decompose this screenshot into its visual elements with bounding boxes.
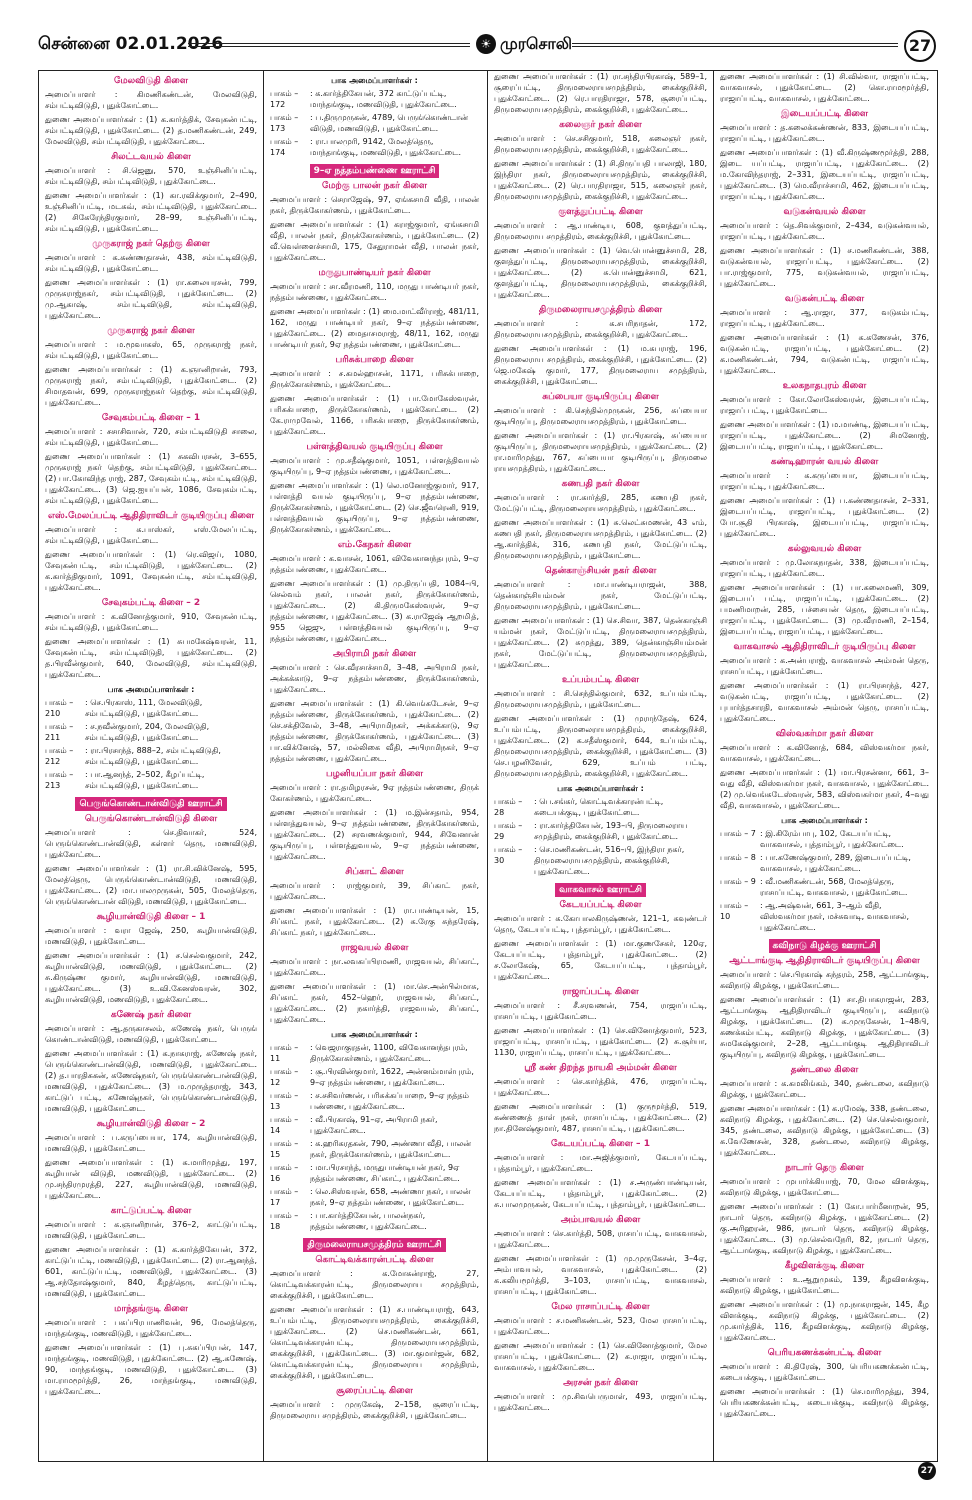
ward-number: பாகம் – 13 — [270, 1091, 299, 1111]
organiser-entry: அமைப்பாளர் : செ.வீரசாச்சாமி, 3–48, அபிராமி நகர், அக்கக்காடு, 9–ஏ நத்தம்பண்ணை, திருக்கோகர்ணம், புதுக்கோட்டை. — [270, 663, 479, 694]
branch-heading: ராஜவயல் கிளை — [340, 943, 409, 953]
ward-entry — [270, 136, 479, 158]
organiser-entry: அமைப்பாளர் : ஆ.தருகாசலம், கணேஷ் நகர், பெருங் கொண்டான்விடுதி, மணவிடுதி, புதுக்கோட்டை. — [45, 1024, 257, 1044]
branch-heading: கணபதி நகர் கிளை — [561, 479, 640, 489]
ward-entry — [270, 112, 479, 134]
ward-number: பாகம் – 29 — [494, 821, 523, 841]
column-2 — [263, 71, 485, 1461]
ward-organisers-heading: பாக அமைப்பாளர்கள் : — [331, 76, 418, 85]
organiser-entry: துணை அமைப்பாளர்கள் : (1) ப.கண்ணதாசன், 2–331, இடையப்பட்டி, ராஜாப்பட்டி, புதுக்கோட்டை. (2) போ.சூதி பிரகாஷ், இடையப்பட்டி, ராஜாப்பட்டி, புதுக்கோட்டை. — [720, 496, 929, 538]
branch-heading: சேவுகம்பட்டி கிளை – 2 — [101, 598, 201, 608]
branch-heading: அபிராமி நகர் கிளை — [333, 649, 416, 659]
organiser-entry: துணை அமைப்பாளர்கள் : (1) செ.சிவா, 387, தென்காஞ்சி யம்மன் நகர், மேட்டுப்பட்டி, திருமலைராயசமுத்திரம், புதுக்கோட்டை. (2) சுமுத்து, 389, தென்காஞ்சியம்மன் நகர், மேட்டுப்பட்டி, திருமலைராயசமுத்திரம், புதுக்கோட்டை. — [494, 616, 707, 669]
ward-organiser: : ப.திருமுருகன், 4789, பெருங்கொண்டான் விடுதி, மணவிடுதி, புதுக்கோட்டை. — [310, 113, 469, 133]
organiser-entry: அமைப்பாளர் : மா.அஜித்குமார், கேடயப்பட்டி, புத்தாம்பூர், புதுக்கோட்டை. — [494, 1153, 707, 1173]
branch-heading: மருதுபாண்டியர் நகர் கிளை — [318, 268, 431, 278]
organiser-entry: அமைப்பாளர் : க.அன்பராஜ், வாகவாசல் அம்மன் தெரு, ராசாப்பட்டி, புதுக்கோட்டை. — [720, 656, 929, 676]
organiser-entry: துணை அமைப்பாளர்கள் : (1) முராந்தேஷ், 624, உப்பம்பட்டி, திருமலைராயசமுத்திரம், கைக்குறிச்சி, புதுக்கோட்டை. (2) க.சதீஸ்குமார், 644, உப்பம்பட்டி, திருமலைராயசமுத்திரம், கைக்குறிச்சி, புதுக்கோட்டை. (3) செ.பழனிவேள், 629, உப்பம் பட்டி, திருமலைராயசமுத்திரம், கைக்குறிச்சி, புதுக்கோட்டை. — [494, 714, 707, 778]
branch-heading: உப்பம்பட்டி கிளை — [562, 675, 639, 685]
panchayat-banner: வாகவாசல் ஊராட்சி — [555, 883, 646, 897]
branch-heading: சிலட்டவயல் கிளை — [111, 152, 191, 162]
branch-heading: சூரைப்பட்டி கிளை — [336, 1386, 413, 1396]
branch-heading: கல்லுவயல் கிளை — [787, 544, 862, 554]
branch-heading: தென்காஞ்சியன் நகர் கிளை — [544, 566, 657, 576]
ward-organiser: : இ.கிரேம்பாபு, 102, கேடயப்பட்டி, வாகவாசல், புத்தாம்பூர், புதுக்கோட்டை. — [760, 829, 904, 849]
organiser-entry: அமைப்பாளர் : சி.ஜெனு, 570, உஞ்சினிப்பட்டி, சம்பட்டிவிடுதி, சம்பட்டிவிடுதி, புதுக்கோட்டை. — [45, 166, 257, 186]
organiser-entry: அமைப்பாளர் : கிமணிகண்டன், மேலவிடுதி, சம்பட்டிவிடுதி, புதுக்கோட்டை. — [45, 90, 257, 110]
column-4 — [713, 71, 935, 1461]
organiser-entry: அமைப்பாளர் : க.கோபாலகிருஷ்ணன், 121–1, கவுண்டர் தெரு, கேடயப்பட்டி, புத்தாம்பூர், புதுக்கோட்டை. — [494, 914, 707, 934]
organiser-entry: துணை அமைப்பாளர்கள் : (1) கோ.பார்மீனாறன், 95, நாடார் தெரு, கவிநாடு கிழக்கு, புதுக்கோட்டை. (2) கு.அரிஹரன், 986, நாடார் தெரு, கவிநாடு கிழக்கு, புதுக்கோட்டை. (3) மு.செல்வநேரி, 82, நாடார் தெரு, ஆட்டாங்குடி, கவிநாடு கிழக்கு, புதுக்கோட்டை. — [720, 1202, 929, 1255]
organiser-entry: துணை அமைப்பாளர்கள் : (1) சுபமகேஷ்வரன், 11, சேவுகன்பட்டி, சம்பட்டிவிடுதி, புதுக்கோட்டை. (2) த.பிரவீன்குமார், 640, மேலவிடுதி, சம்பட்டிவிடுதி, புதுக்கோட்டை. — [45, 637, 257, 679]
organiser-entry: அமைப்பாளர் : உ.ஆறுமுகம், 139, கீழவிளக்குடி, கவிநாடு கிழக்கு, புதுக்கோட்டை. — [720, 1275, 929, 1295]
organiser-entry: அமைப்பாளர் : ரா.தமிழரசன், 9ஏ நத்தம்பண்ணை, திருக் கோகர்ணம், புதுக்கோட்டை. — [270, 783, 479, 803]
ward-entry — [494, 844, 707, 877]
column-1 — [39, 71, 263, 1461]
organiser-entry: அமைப்பாளர் : சசாசிவான், 720, சம்பட்டிவிடுதி சாலை, சம்பட்டிவிடுதி, புதுக்கோட்டை. — [45, 427, 257, 447]
organiser-entry: அமைப்பாளர் : க.சபரிநாதன், 172, திருமலைராயசமுத்திரம், கைக்குறிச்சி, புதுக்கோட்டை. — [494, 319, 707, 339]
page-number-badge: 27 — [904, 30, 936, 62]
organiser-entry: துணை அமைப்பாளர்கள் : (1) க.கார்த்திக், சேவுகன்பட்டி, சம்பட்டிவிடுதி, புதுக்கோட்டை. (2) த.மணிகண்டன், 249, மேலவிடுதி, சம்பட்டிவிடுதி, புதுக்கோட்டை. — [45, 115, 257, 146]
branch-heading: மாந்தங்குடி கிளை — [114, 1304, 188, 1314]
organiser-entry: துணை அமைப்பாளர்கள் : (1) ச.பாண்டியராஜ், 643, உப்பம்பட்டி, திருமலைராயசமுத்திரம், கைக்குறிச்சி, புதுக்கோட்டை. (2) செ.மணிகண்டன், 661, கொட்டிவக்காரன்பட்டி, திருமலைராயசமுத்திரம், கைக்குறிச்சி, புதுக்கோட்டை. (3) மா.குமார்ஜன், 682, கொட்டிவக்காரன்பட்டி, திருமலைராய சமுத்திரம், கைக்குறிச்சி, புதுக்கோட்டை. — [270, 1305, 479, 1380]
ward-entry — [270, 1210, 479, 1232]
ward-organiser: : ஆ.அஷ்வன், 661, 3–ஆம் வீதி, விஸ்வகர்மா நகர், மச்சுவாடி, வாகவாசல், புதுக்கோட்டை. — [760, 901, 910, 932]
branch-heading: முருகராஜ் நகர் கிளை — [107, 326, 195, 336]
organiser-entry: துணை அமைப்பாளர்கள் : (1) பா.கலைமணி, 309, இடையப் பட்டி, ராஜாப்பட்டி, புதுக்கோட்டை. (2) பமணிமாறன், 285, பச்சையன் தெரு, இடையப்பட்டி, ராஜாப்பட்டி, புதுக்கோட்டை. (3) மு.வீரமணி, 2–154, இடையப்பட்டி, ராஜாப்பட்டி, புதுக்கோட்டை. — [720, 583, 929, 636]
branch-heading: உலகநாதபுரம் கிளை — [782, 381, 867, 391]
ward-entry — [270, 1114, 479, 1136]
organiser-entry: துணை அமைப்பாளர்கள் : (1) மா.பிரசன்னா, 661, 3–வது வீதி, விஸ்வகர்மா நகர், வாகவாசல், புதுக்கோட்டை. (2) மு.வெங்கடேஸ்வரன், 583, விஸ்வகர்மா நகர், 4–வது வீதி, வாகவாசல், புதுக்கோட்டை. — [720, 768, 929, 810]
ward-organisers-heading: பாக அமைப்பாளர்கள் : — [331, 1030, 418, 1039]
branch-heading: மேல ராசாப்பட்டி கிளை — [551, 1302, 650, 1312]
organiser-entry: துணை அமைப்பாளர்கள் : (1) க.நாகராஜ், கணேஷ் நகர், பெருங்கொண்டான்விடுதி, மணவிடுதி, புதுக்கோட்டை. (2) த.பாரதிசுகன், கணேஷ்நகர், பெருங்கொண்டான்விடுதி, மணவிடுதி, புதுக்கோட்டை. (3) ம.முருத்தராஜ், 343, காட்டுப் பட்டி, கணேஷ்நகர், பெருங்கொண்டான்விடுதி, மணவிடுதி, புதுக்கோட்டை. — [45, 1049, 257, 1113]
ward-number: பாகம் – 8 — [720, 853, 756, 862]
branch-heading: சுப்பையா குடியிருப்பு கிளை — [542, 392, 659, 402]
organiser-entry: துணை அமைப்பாளர்கள் : (1) செ.வினோத்குமார், 523, ராஜாப்பட்டி, ராசாப்பட்டி, புதுக்கோட்டை. (2) சு.சூர்யா, 1130, ராஜாப்பட்டி, ராசாப்பட்டி, புதுக்கோட்டை. — [494, 1026, 707, 1057]
ward-number: பாகம் – 12 — [270, 1067, 299, 1087]
branch-heading: கீழவிளக்குடி கிளை — [784, 1261, 865, 1271]
ward-organiser: : ரா.கார்த்திகேயன், 193–பி, திருமலைராய சமுத்திரம், கைக்குறிச்சி, புதுக்கோட்டை. — [534, 821, 688, 841]
organiser-entry: துணை அமைப்பாளர்கள் : (1) க.ஞானிறான், 793, முருகராஜ் நகர், சம்பட்டிவிடுதி, புதுக்கோட்டை. (2) சிமாதவன், 699, முருகராஜ்நகர் தெற்கு, சம்பட்டிவிடுதி, புதுக்கோட்டை. — [45, 365, 257, 407]
organiser-entry: அமைப்பாளர் : பகப்பிரபாணிவன், 96, மேலத்தெரு, மாந்தங்குடி, மணவிடுதி, புதுக்கோட்டை. — [45, 1318, 257, 1338]
organiser-entry: துணை அமைப்பாளர்கள் : (1) கி.வெங்கடேசன், 9–ஏ நத்தம்பண்ணை, திருக்கோகர்ணம், புதுக்கோட்டை. (2) செ.சக்திவேல், 3–48, அபிராமிநகர், அக்கக்காடு, 9ஏ நத்தம்பண்ணை, திருக்கோகர்ணம், புதுக்கோட்டை. (3) பா.விக்னேஷ், 57, மல்லிகை வீதி, அபிராமிநகர், 9–ஏ நத்தம்பண்ணை, புதுக்கோட்டை. — [270, 699, 479, 763]
ward-number: பாகம் – 28 — [494, 797, 523, 817]
ward-number: பாகம் – 211 — [45, 722, 74, 742]
branch-heading: சேவுகம்பட்டி கிளை – 1 — [101, 413, 201, 423]
organiser-entry: அமைப்பாளர் : முபார்க்கியாஜ், 70, மேல விளக்குடி, கவிநாடு கிழக்கு, புதுக்கோட்டை. — [720, 1177, 929, 1197]
organiser-entry: துணை அமைப்பாளர்கள் : (1) ரா.சந்திரபிரகாஷ், 589–1, சூரைப்பட்டி, திருமலைராயசமுத்திரம், கைக்குறிச்சி, புதுக்கோட்டை. (2) ரெ.பாரதிராஜா, 578, சூரைப்பட்டி, திருமலைராயசமுத்திரம், கைக்குறிச்சி, புதுக்கோட்டை. — [494, 72, 707, 114]
ward-organiser: : ரா.பாலமுரி, 9142, மேலத்தெரு, மாந்தாங்குடி, மணவிடுதி, புதுக்கோட்டை. — [310, 137, 461, 157]
organiser-entry: அமைப்பாளர் : சி.செந்தில்குமார், 632, உப்பம்பட்டி, திருமலைராயசமுத்திரம், புதுக்கோட்டை. — [494, 689, 707, 709]
ward-organiser: : செ.மணிகண்டன், 516–பி, இந்திரா நகர், திருமலைராயசமுத்திரம், கைக்குறிச்சி, புதுக்கோட்டை. — [534, 845, 685, 876]
footer-page-number: 27 — [918, 1462, 936, 1480]
branch-heading: கணேஷ் நகர் கிளை — [110, 1010, 192, 1020]
ward-entry — [45, 721, 257, 743]
organiser-entry: துணை அமைப்பாளர்கள் : (1) சி.திருப்பதி பாலாஜி, 180, இந்திரா நகர், திருமலைராயசமுத்திரம், கைக்குறிச்சி, புதுக்கோட்டை. (2) ரெ.பாரதிராஜா, 515, கலைஞர் நகர், திருமலைராயசமுத்திரம், கைக்குறிச்சி, புதுக்கோட்டை. — [494, 159, 707, 201]
ward-number: பாகம் – 9 — [720, 877, 756, 886]
branch-heading: ஸ்ரீ கண் திறந்த நாயகி அம்மன் கிளை — [524, 1063, 677, 1073]
ward-entry — [270, 1066, 479, 1088]
branch-heading: கூழியான்விடுதி கிளை – 1 — [96, 912, 206, 922]
organiser-entry: அமைப்பாளர் : முருகேஷ், 2–158, சூரைப்பட்டி, திருமலைராய சமுத்திரம், கைக்குறிச்சி, புதுக்கோட்டை. — [270, 1400, 479, 1420]
branch-heading: நாடார் தெரு கிளை — [785, 1163, 864, 1173]
masthead — [38, 30, 936, 62]
branch-heading: ஆட்டாங்குடி ஆதிதிராவிடர் குடியிருப்பு கிளை — [729, 956, 920, 966]
organiser-entry: அமைப்பாளர் : மு.லோகநாதன், 338, இடையப்பட்டி, ராஜாப்பட்டி, புதுக்கோட்டை. — [720, 558, 929, 578]
organiser-entry: அமைப்பாளர் : ஆ.பாண்டிய, 608, குளத்துப்பட்டி, திருமலைராய சமுத்திரம், கைக்குறிச்சி, புதுக்கோட்டை. — [494, 221, 707, 241]
ward-entry — [494, 820, 707, 842]
ward-organiser: : ச.நவீன்குமார், 204, மேலவிடுதி, சம்பட்டிவிடுதி, புதுக்கோட்டை. — [85, 722, 210, 742]
ward-entry — [270, 1090, 479, 1112]
organiser-entry: துணை அமைப்பாளர்கள் : (1) ரா.பிரகாஷ், சுப்பையா குடியிருப்பு, திருமலைராயசமுத்திரம், புதுக்கோட்டை. (2) ரா.மாரிமுத்து, 767, சுப்பையா குடியிருப்பு, திருமலை ராயசமுத்திரம், புதுக்கோட்டை. — [494, 431, 707, 473]
ward-entry — [45, 745, 257, 767]
organiser-entry: துணை அமைப்பாளர்கள் : (1) ரெ.விஜய், 1080, சேவுகன்பட்டி, சம்பட்டிவிடுதி, புதுக்கோட்டை. (2) க.கார்த்திகுமார், 1091, சேவுகன்பட்டி, சம்பட்டிவிடுதி, புதுக்கோட்டை. — [45, 550, 257, 592]
organiser-entry: துணை அமைப்பாளர்கள் : (1) க.ரமேஷ், 338, தண்டலை, கவிநாடு கிழக்கு, புதுக்கோட்டை. (2) செ.செல்வகுமார், 345, தண்டலை, கவிநாடு கிழக்கு, புதுக்கோட்டை. (3) க.வேணேசன், 328, தண்டலை, கவிநாடு கிழக்கு, புதுக்கோட்டை. — [720, 1104, 929, 1157]
organiser-entry: அமைப்பாளர் : ரா.கார்த்தி, 285, கணபதி நகர், மேட்டுப்பட்டி, திருமலைராயசமுத்திரம், புதுக்கோட்டை. — [494, 493, 707, 513]
organiser-entry: துணை அமைப்பாளர்கள் : (1) மா.செ.அன்பில்மாசு, சிப்காட் நகர், 452–ஹெர், ராஜவயல், சிப்காட், புதுக்கோட்டை. (2) நகார்த்தி, ராஜவயல், சிப்காட், புதுக்கோட்டை. — [270, 982, 479, 1024]
ward-entry — [270, 1042, 479, 1064]
organiser-entry: அமைப்பாளர் : கி.திரேஷ், 300, பெரியகணக்கன்பட்டி, கடையக்குடி, புதுக்கோட்டை. — [720, 1362, 929, 1382]
ward-number: பாகம் – 18 — [270, 1211, 299, 1231]
branch-heading: வடுகன்வயல் கிளை — [783, 207, 866, 217]
organiser-entry: அமைப்பாளர் : க.கமலிங்கம், 340, தண்டலை, கவிநாடு கிழக்கு, புதுக்கோட்டை. — [720, 1079, 929, 1099]
ward-number: பாகம் – 213 — [45, 770, 74, 790]
branch-heading: காட்டுப்பட்டி கிளை — [110, 1206, 192, 1216]
organiser-entry: துணை அமைப்பாளர்கள் : (1) ரா.பிரசாந்த், 427, வடுகன்பட்டி, ராஜாப்பட்டி, புதுக்கோட்டை. (2) புபார்த்தசாரதி, வாகவாசல் அம்மன் தெரு, ராசாப்பட்டி, புதுக்கோட்டை. — [720, 681, 929, 723]
branch-heading: பெருங்கொண்டான்விடுதி கிளை — [84, 814, 218, 824]
panchayat-banner: கவிநாடு கிழக்கு ஊராட்சி — [769, 939, 881, 953]
organiser-entry: அமைப்பாளர் : க.மோகன்ராஜ், 27, கொட்டிவக்காரன்பட்டி, திருமலைராய சமுத்திரம், கைக்குறிச்சி, புதுக்கோட்டை. — [270, 1269, 479, 1300]
ward-organiser: : பெ.சங்கர், கொட்டிவக்காரன்பட்டி, கடையக்குடி, புதுக்கோட்டை. — [534, 797, 664, 817]
organiser-entry: அமைப்பாளர் : செராஜேஷ், 97, ஏங்கசாமி வீதி, பாலன் நகர், திருக்கோகர்ணம், புதுக்கோட்டை. — [270, 195, 479, 215]
organiser-entry: துணை அமைப்பாளர்கள் : (1) கராஜ்குமார், ஏங்கசாமி வீதி, பாலன் நகர், திருக்கோகர்ணம், புதுக்கோட்டை. (2) வீ.வெள்ளைச்சாமி, 175, சேதுராமன் வீதி, பாலன் நகர், புதுக்கோட்டை. — [270, 220, 479, 262]
ward-number: பாகம் – 15 — [270, 1139, 299, 1159]
masthead-rule-left — [188, 43, 470, 47]
branch-heading: கலைஞர் நகர் கிளை — [559, 120, 642, 130]
organiser-entry: துணை அமைப்பாளர்கள் : (1) மு.முருகேசன், 3–4ஏ, அம்பாவயல், வாகவாசல், புதுக்கோட்டை. (2) க.கலியமூர்த்தி, 3–103, ராசாப்பட்டி, வாகவாசல், ராசாப்பட்டி, புதுக்கோட்டை. — [494, 1254, 707, 1296]
ward-organiser: : செ.பிரகாஸ், 111, மேலவிடுதி, சம்பட்டிவிடுதி, புதுக்கோட்டை. — [85, 698, 203, 718]
page-frame — [38, 70, 938, 1462]
organiser-entry: அமைப்பாளர் : ச.மணிகண்டன், 523, மேல ராசாப்பட்டி, புதுக்கோட்டை. — [494, 1316, 707, 1336]
organiser-entry: துணை அமைப்பாளர்கள் : (1) சி.வில்வா, ராஜாப்பட்டி, வாகவாசல், புதுக்கோட்டை. (2) கொ.ராமமூர்த்தி, ராஜாப்பட்டி, வாகவாசல், புதுக்கோட்டை. — [720, 72, 929, 103]
organiser-entry: துணை அமைப்பாளர்கள் : (1) ம.கபராஜ், 196, திருமலைராய சமுத்திரம், கைக்குறிச்சி, புதுக்கோட்டை. (2) ஜெ.மகேஷ் குமார், 177, திருமலைராய சமுத்திரம், கைக்குறிச்சி, புதுக்கோட்டை. — [494, 344, 707, 386]
branch-heading: மேற்கு பாலன் நகர் கிளை — [322, 181, 427, 191]
organiser-entry: அமைப்பாளர் : வரா ஜேஷ், 250, கூழியான்விடுதி, மணவிடுதி, புதுக்கோட்டை. — [45, 926, 257, 946]
organiser-entry: துணை அமைப்பாளர்கள் : (1) செ.மாரிமுத்து, 394, பெரியகணக்கன்பட்டி, கடையக்குடி, கவிநாடு கிழக்கு, புதுக்கோட்டை. — [720, 1387, 929, 1418]
organiser-entry: துணை அமைப்பாளர்கள் : (1) பா.மோகேஸ்வரன், பரிசுக்பாறை, திருக்கோகர்ணம், புதுக்கோட்டை. (2) கே.ராமுவேல், 1166, பரிசுக்பாறை, திருக்கோகர்ணம், புதுக்கோட்டை. — [270, 394, 479, 436]
ward-number: பாகம் – 172 — [270, 89, 299, 109]
branch-heading: விஸ்வகர்மா நகர் கிளை — [775, 729, 874, 739]
organiser-entry: அமைப்பாளர் : க.ஞானிறான், 376–2, காட்டுப்பட்டி, மணவிடுதி, புதுக்கோட்டை. — [45, 1220, 257, 1240]
organiser-entry: துணை அமைப்பாளர்கள் : (1) க.கணேசன், 376, வடுகன்பட்டி, ராஜாப்பட்டி, புதுக்கோட்டை. (2) க.மணிகண்டன், 794, வடுகன்பட்டி, ராஜாப்பட்டி, புதுக்கோட்டை. — [720, 333, 929, 375]
organiser-entry: துணை அமைப்பாளர்கள் : (1) வெ.பொன்னுச்சாமி, 28, குளத்துப்பட்டி, திருமலைராயசமுத்திரம், கைக்குறிச்சி, புதுக்கோட்டை. (2) சு.பொன்னுச்சாமி, 621, குளத்துப்பட்டி, திருமலைராயசமுத்திரம், கைக்குறிச்சி, புதுக்கோட்டை. — [494, 246, 707, 299]
panchayat-banner: 9–ஏ நத்தம்பண்ணை ஊராட்சி — [310, 164, 440, 178]
branch-heading: அரசன் நகர் கிளை — [563, 1378, 638, 1388]
masthead-rule-right — [572, 43, 898, 47]
organiser-entry: துணை அமைப்பாளர்கள் : (1) க.மாரிமுத்து, 197, கூழியான் விடுதி, மணவிடுதி, புதுக்கோட்டை. (2) மு.சந்திரமுரத்தி, 227, கூழியான்விடுதி, மணவிடுதி, புதுக்கோட்டை. — [45, 1158, 257, 1200]
branch-heading: கேடயப்பட்டி கிளை — [559, 900, 642, 910]
ward-organiser: : வீ.மணிகண்டன், 568, மேலத்தெரு, ராசாப்பட்டி, வாகவாசல், புதுக்கோட்டை. — [760, 877, 908, 897]
column-3 — [487, 71, 713, 1461]
ward-entry — [720, 900, 929, 933]
organiser-entry: அமைப்பாளர் : செ.சசிகுமார், 518, கலைஞர் நகர், திருமலைராயசமுத்திரம், கைக்குறிச்சி, புதுக்கோட்டை. — [494, 134, 707, 154]
ward-organiser: : பா.கணேஷ்குமார், 289, இடையப்பட்டி, வாகவாசல், புதுக்கோட்டை. — [760, 853, 911, 873]
branch-heading: திருமலைராயசமுத்திரம் கிளை — [538, 305, 663, 315]
ward-organiser: : சூ.பிரவின்குமார், 1622, அன்னம்மாள்புரம், 9–ஏ நத்தம்பண்ணை, புதுக்கோட்டை. — [310, 1067, 474, 1087]
panchayat-banner: திருமலைராயசமுத்திரம் ஊராட்சி — [303, 1238, 445, 1252]
ward-entry — [45, 697, 257, 719]
organiser-entry: அமைப்பாளர் : மு.சிவபெருமாள், 493, ராஜாப்பட்டி, புதுக்கோட்டை. — [494, 1392, 707, 1412]
organiser-entry: துணை அமைப்பாளர்கள் : (1) கா.ரவிக்குமார், 2–490, உஞ்சினிப்பட்டி, மடகவ், சம்பட்டிவிடுதி, புதுக்கோட்டை. (2) சிகேரேந்திரகுமார், 28–99, உஞ்சினிப்பட்டி, சம்பட்டிவிடுதி, புதுக்கோட்டை. — [45, 191, 257, 233]
organiser-entry: அமைப்பாளர் : ராஜ்குமார், 39, சிப்காட் நகர், புதுக்கோட்டை. — [270, 881, 479, 901]
ward-organiser: : ச.சசிவர்ணன், பரிசுக்கப்பாறை, 9–ஏ நத்தம் பண்ணை, புதுக்கோட்டை. — [310, 1091, 469, 1111]
organiser-entry: அமைப்பாளர் : சீ.சரவணன், 754, ராஜாப்பட்டி, ராசாப்பட்டி, புதுக்கோட்டை. — [494, 1001, 707, 1021]
branch-heading: வாகவாசல் ஆதிதிராவிடர் குடியிருப்பு கிளை — [733, 642, 916, 652]
organiser-entry: துணை அமைப்பாளர்கள் : (1) சுகவிபரசன், 3–655, முருகராஜ் நகர் தெற்கு, சம்பட்டிவிடுதி, புதுக்கோட்டை. (2) பா.கோவிந்த ராஜ், 287, சேவுகம்பட்டி, சம்பட்டிவிடுதி, புதுக்கோட்டை. (3) ஜெ.ஐயப்பன், 1086, சேவுகம்பட்டி, சம்பட்டிவிடுதி, புதுக்கோட்டை. — [45, 452, 257, 505]
branch-heading: தண்டலை கிளை — [790, 1065, 859, 1075]
organiser-entry: துணை அமைப்பாளர்கள் : (1) க.கார்த்திகேயன், 372, காட்டுப்பட்டி, மணவிடுதி, புதுக்கோட்டை. (2) ரா.ஆனந்த், 601, காட்டுப்பட்டி, மணவிடுதி, புதுக்கோட்டை. (3) ஆ.சந்தோஷ்குமார், 840, கீழத்தெரு, காட்டுப்பட்டி, மணவிடுதி, புதுக்கோட்டை. — [45, 1245, 257, 1298]
organiser-entry: துணை அமைப்பாளர்கள் : (1) பு.சுகப்பிரபன், 147, மாந்தங்குடி, மணவிடுதி, புதுக்கோட்டை. (2) ஆ.கணேஷ், 90, மாந்தங்குடி, மணவிடுதி, புதுக்கோட்டை. (3) மா.ராமமூர்த்தி, 26, மாந்தங்குடி, மணவிடுதி, புதுக்கோட்டை. — [45, 1343, 257, 1396]
organiser-entry: அமைப்பாளர் : க.கருப்பையா, இடையப்பட்டி, ராஜாப்பட்டி, புதுக்கோட்டை. — [720, 471, 929, 491]
organiser-entry: துணை அமைப்பாளர்கள் : (1) ச.செல்வகுமார், 242, கூழியான்விடுதி, மணவிடுதி, புதுக்கோட்டை. (2) சு.கிருஷ்ண குமார், கூழியான்விடுதி, மணவிடுதி, புதுக்கோட்டை. (3) உ.வி.கேனஸ்வரன், 302, கூழியான்விடுதி, மணவிடுதி, புதுக்கோட்டை. — [45, 951, 257, 1004]
branch-heading: ராஜாப்பட்டி கிளை — [562, 987, 639, 997]
organiser-entry: அமைப்பாளர் : ம.மூவாகஸ், 65, முருகராஜ் நகர், சம்பட்டிவிடுதி, புதுக்கோட்டை. — [45, 340, 257, 360]
ward-organiser: : வெஜராகுரதன், 1100, விவேகானந்தபுரம், திருக்கோகர்ணம், புதுக்கோட்டை. — [310, 1043, 468, 1063]
organiser-entry: துணை அமைப்பாளர்கள் : (1) சா.திபாகராஜன், 283, ஆட்டாங்குடி ஆதிதிராவிடர் குடியிருப்பு, கவிநாடு கிழக்கு, புதுக்கோட்டை. (2) க.முருகேசன், 1–48பி, கணக்கம்பட்டி, கவிநாடு கிழக்கு, புதுக்கோட்டை. (3) சுமகேஷ்குமார், 2–28, ஆட்டாங்குடி ஆதிதிராவிடர் குடியிருப்பு, கவிநாடு கிழக்கு, புதுக்கோட்டை. — [720, 995, 929, 1059]
organiser-entry: துணை அமைப்பாளர்கள் : (1) ரா.பாண்டியன், 15, சிப்காட் நகர், புதுக்கோட்டை. (2) க.ரேகு சுந்தரேஷ், சிப்காட் நகர், புதுக்கோட்டை. — [270, 906, 479, 937]
branch-heading: பள்ளத்திவயல் குடியிருப்பு கிளை — [306, 442, 443, 452]
organiser-entry: அமைப்பாளர் : செ.திவாகர், 524, பெருங்கொண்டான்விடுதி, கள்ளர் தெரு, மணவிடுதி, புதுக்கோட்டை. — [45, 828, 257, 859]
ward-number: பாகம் – 17 — [270, 1187, 299, 1207]
ward-entry — [494, 796, 707, 818]
ward-organiser: : க.ஹரிகரதகன், 790, அண்ணா வீதி, பாலன் நகர், திருக்கோகர்ணம், புதுக்கோட்டை. — [310, 1139, 472, 1159]
organiser-entry: அமைப்பாளர் : க.பாஸ்கர், எஸ்.மேலப்பட்டி, சம்பட்டிவிடுதி, புதுக்கோட்டை. — [45, 525, 257, 545]
ward-organisers-heading: பாக அமைப்பாளர்கள் : — [781, 816, 868, 825]
sun-emblem-icon: ☀ — [476, 34, 496, 54]
ward-entry — [720, 876, 929, 898]
organiser-entry: அமைப்பாளர் : க.கண்ணதாசன், 438, சம்பட்டிவிடுதி, சம்பட்டிவிடுதி, புதுக்கோட்டை. — [45, 253, 257, 273]
branch-heading: கொட்டிவக்காரன்பட்டி கிளை — [315, 1255, 434, 1265]
organiser-entry: அமைப்பாளர் : மா.பாண்டியராஜன், 388, தென்காஞ்சியம்மன் நகர், மேட்டுப்பட்டி, திருமலைராயசமுத்திரம், புதுக்கோட்டை. — [494, 580, 707, 611]
organiser-entry: துணை அமைப்பாளர்கள் : (1) ச.மணிகண்டன், 388, வடுகன்வயல், ராஜாப்பட்டி, புதுக்கோட்டை. (2) பா.ராஜ்குமார், 775, வடுகன்வயல், ராஜாப்பட்டி, புதுக்கோட்டை. — [720, 246, 929, 288]
ward-organisers-heading: பாக அமைப்பாளர்கள் : — [107, 685, 195, 694]
branch-heading: வடுகன்பட்டி கிளை — [784, 294, 865, 304]
ward-entry — [270, 1186, 479, 1208]
organiser-entry: அமைப்பாளர் : செ.கார்த்திக், 476, ராஜாப்பட்டி, புதுக்கோட்டை. — [494, 1077, 707, 1097]
branch-heading: குளத்துப்பட்டி கிளை — [558, 207, 643, 217]
organiser-entry: துணை அமைப்பாளர்கள் : (1) மை.மாட்வீர்ராஜ், 481/11, 162, மருது பாண்டியர் நகர், 9–ஏ நத்தம்பண்ணை, புதுக்கோட்டை. (2) மைதாசமராஜ், 48/11, 162, மருது பாண்டியர் நகர், 9ஏ நத்தம்பண்ணை, புதுக்கோட்டை. — [270, 307, 479, 349]
organiser-entry: துணை அமைப்பாளர்கள் : (1) குருமூர்த்தி, 519, கண்ணைத் தாள் நகர், ராசாப்பட்டி, புதுக்கோட்டை. (2) நா.தினேஷ்குமார், 487, ராசாப்பட்டி, புதுக்கோட்டை. — [494, 1102, 707, 1133]
branch-heading: கண்டிஹாரன் வயல் கிளை — [770, 457, 879, 467]
organiser-entry: துணை அமைப்பாளர்கள் : (1) லெ.மனோஜ்குமார், 917, பள்ளத்தி வயல் குடியிருப்பு, 9–ஏ நத்தம்பண்ணை, திருக்கோகர்ணம், புதுக்கோட்டை. (2) செ.ஜீவரெனி, 919, பள்ளத்திவயல் குடியிருப்பு, 9–ஏ நத்தம்பண்ணை, திருக்கோகர்ணம், புதுக்கோட்டை. — [270, 481, 479, 534]
branch-heading: இடையப்பட்டி கிளை — [780, 109, 869, 119]
organiser-entry: அமைப்பாளர் : நா.லவகப்பிரமணி, ராஜவயல், சிப்காட், புதுக்கோட்டை. — [270, 957, 479, 977]
ward-number: பாகம் – 10 — [720, 901, 749, 921]
organiser-entry: அமைப்பாளர் : க.வினோத், 684, விஸ்வகர்மா நகர், வாகவாசல், புதுக்கோட்டை. — [720, 743, 929, 763]
organiser-entry: அமைப்பாளர் : செ.கார்த்தி, 508, ராசாப்பட்டி, வாகவாசல், புதுக்கோட்டை. — [494, 1229, 707, 1249]
branch-heading: பழனியப்பா நகர் கிளை — [325, 769, 424, 779]
organiser-entry: அமைப்பாளர் : க.வினோத்குமார், 910, சேவுகன்பட்டி, சம்பட்டிவிடுதி, புதுக்கோட்டை. — [45, 612, 257, 632]
organiser-entry: அமைப்பாளர் : கோ.லோகேஸ்வரன், இடையப்பட்டி, ராஜாப் பட்டி, புதுக்கோட்டை. — [720, 395, 929, 415]
panchayat-banner: பெருங்கொண்டான்விடுதி ஊராட்சி — [75, 797, 226, 811]
city-date: சென்னை 02.01.2026 — [38, 34, 224, 54]
organiser-entry: அமைப்பாளர் : மு.சதீஷ்குமார், 1051, பள்ளத்திவயல் குடியிருப்பு, 9–ஏ நத்தம்பண்ணை, புதுக்கோட்டை. — [270, 456, 479, 476]
branch-heading: கேடயப்பட்டி கிளை – 1 — [551, 1139, 650, 1149]
ward-number: பாகம் – 212 — [45, 746, 74, 766]
organiser-entry: அமைப்பாளர் : ப.கருப்பையா, 174, கூழியான்விடுதி, மணவிடுதி, புதுக்கோட்டை. — [45, 1133, 257, 1153]
ward-entry — [270, 1162, 479, 1184]
ward-organiser: : க.கார்த்திகேயன், 372 காட்டுப்பட்டி, மாந்தங்குடி, மணவிடுதி, புதுக்கோட்டை. — [310, 89, 457, 109]
organiser-entry: அமைப்பாளர் : தெ.சிவக்குமார், 2–434, வடுகன்வயல், ராஜாப்பட்டி, புதுக்கோட்டை. — [720, 221, 929, 241]
ward-number: பாகம் – 11 — [270, 1043, 299, 1063]
branch-heading: பரிசுக்பாறை கிளை — [335, 355, 414, 365]
organiser-entry: துணை அமைப்பாளர்கள் : (1) ரா.சி.விக்னேஷ், 595, மேலத்தெரு, பெருங்கொண்டான்விடுதி, மணவிடுதி, புதுக்கோட்டை. (2) மா.பாலமுருகன், 505, மேலத்தெரு, பெருங்கொண்டான் விடுதி, மணவிடுதி, புதுக்கோட்டை. — [45, 864, 257, 906]
branch-heading: பெரியகணக்கன்பட்டி கிளை — [767, 1348, 882, 1358]
organiser-entry: துணை அமைப்பாளர்கள் : (1) வீ.கிருஷ்ணமூர்த்தி, 288, இடை யப்பட்டி, ராஜாப்பட்டி, புதுக்கோட்டை. (2) ம.கோவிந்தராஜ், 2–331, இடையப்பட்டி, ராஜாப்பட்டி, புதுக்கோட்டை. (3) மெ.வீராச்சாமி, 462, இடையப்பட்டி, ராஜாப்பட்டி, புதுக்கோட்டை. — [720, 148, 929, 201]
organiser-entry: துணை அமைப்பாளர்கள் : (1) ரா.கலையரசன், 799, முருகராஜ்நகர், சம்பட்டிவிடுதி, புதுக்கோட்டை. (2) மு.ஆகாஷ், சம்பட்டிவிடுதி, சம்பட்டிவிடுதி, புதுக்கோட்டை. — [45, 278, 257, 320]
branch-heading: மேலவிடுதி கிளை — [114, 76, 188, 86]
ward-entry — [45, 769, 257, 791]
ward-organiser: : வீ.பிரகாஷ், 91–ஏ, அபிராமி நகர், புதுக்கோட்டை. — [310, 1115, 438, 1135]
organiser-entry: அமைப்பாளர் : சா.வீரமணி, 110, மருது பாண்டியர் நகர், நத்தம்பண்ணை, புதுக்கோட்டை. — [270, 282, 479, 302]
ward-entry — [720, 852, 929, 874]
ward-organiser: : பா.ஆனந்த், 2–502, கீழப்பட்டி, சம்பட்டிவிடுதி, புதுக்கோட்டை. — [85, 770, 205, 790]
newspaper-name: முரசொலி — [500, 34, 572, 53]
ward-number: பாகம் – 174 — [270, 137, 299, 157]
organiser-entry: துணை அமைப்பாளர்கள் : (1) மா.குணசேகர், 120ஏ, கேடயப்பட்டி, புத்தாம்பூர், புதுக்கோட்டை. (2) ச.லோகேஷ், 65, கேடயப்பட்டி, புத்தாம்பூர், புதுக்கோட்டை. — [494, 939, 707, 981]
ward-number: பாகம் – 7 — [720, 829, 756, 838]
ward-organiser: : ரா.பிரசாந்த், 888–2, சம்பட்டிவிடுதி, சம்பட்டிவிடுதி, புதுக்கோட்டை. — [85, 746, 221, 766]
organiser-entry: அமைப்பாளர் : செ.பிரகாஷ் சுந்தரம், 258, ஆட்டாங்குடி, கவிநாடு கிழக்கு, புதுக்கோட்டை. — [720, 970, 929, 990]
ward-number: பாகம் – 210 — [45, 698, 74, 718]
organiser-entry: துணை அமைப்பாளர்கள் : (1) ச.அருண்பாண்டியன், கேடயப்பட்டி, புத்தாம்பூர், புதுக்கோட்டை. (2) சு.பாலமுருகன், கேடயப்பட்டி, புத்தாம்பூர், புதுக்கோட்டை. — [494, 1178, 707, 1209]
organiser-entry: துணை அமைப்பாளர்கள் : (1) ம.மாண்டி, இடையப்பட்டி, ராஜாப்பட்டி, புதுக்கோட்டை. (2) சிமனோஜ், இடையப்பட்டி, ராஜாப்பட்டி, புதுக்கோட்டை. — [720, 420, 929, 451]
ward-entry — [270, 1138, 479, 1160]
ward-organiser: : பா.கார்த்திகேயன், பாலன்நகர், நத்தம்பண்ணை, புதுக்கோட்டை. — [310, 1211, 427, 1231]
organiser-entry: அமைப்பாளர் : கி.செந்தில்முருகன், 256, சுப்பையா குடியிருப்பு, திருமலைராயசமுத்திரம், புதுக்கோட்டை. — [494, 406, 707, 426]
branch-heading: அம்பாவயல் கிளை — [560, 1215, 641, 1225]
branch-heading: எம்.கேநகர் கிளை — [337, 540, 412, 550]
organiser-entry: துணை அமைப்பாளர்கள் : (1) சு.லெட்சுமணன், 43 எம், கணபதி நகர், திருமலைராயசமுத்திரம், புதுக்கோட்டை. (2) ஆ.கார்த்திக், 316, கணபதி நகர், மேட்டுப்பட்டி, திருமலைராயசமுத்திரம், புதுக்கோட்டை. — [494, 518, 707, 560]
branch-heading: கூழியான்விடுதி கிளை – 2 — [96, 1119, 206, 1129]
organiser-entry: அமைப்பாளர் : ச.கமல்ஹாசன், 1171, பரிசுக்பாறை, திருக்கோகர்ணம், புதுக்கோட்டை. — [270, 369, 479, 389]
ward-entry — [720, 828, 929, 850]
organiser-entry: துணை அமைப்பாளர்கள் : (1) ம.இன்சதாம், 954, பள்ளத்துவயல், 9–ஏ நத்தம்பண்ணை, திருக்கோகர்ணம், புதுக்கோட்டை. (2) சரவணக்குமார், 944, சிவேனான் குடியிருப்பு, பள்ளத்துவயல், 9–ஏ நத்தம்பண்ணை, புதுக்கோட்டை. — [270, 808, 479, 861]
ward-organiser: : மா.பிரசாந்த், மருதுபாண்டியன் நகர், 9ஏ நத்தம்பண்ணை, சிப்காட், புதுக்கோட்டை. — [310, 1163, 460, 1183]
ward-number: பாகம் – 14 — [270, 1115, 299, 1135]
branch-heading: சிப்காட் கிளை — [345, 867, 404, 877]
organiser-entry: துணை அமைப்பாளர்கள் : (1) செ.வினோத்குமார், மேல ராசாப்பட்டி, புதுக்கோட்டை. (2) சு.ராஜா, ராஜாப்பட்டி, வாகவாசல், புதுக்கோட்டை. — [494, 1341, 707, 1372]
branch-heading: முருகராஜ் நகர் தெற்கு கிளை — [92, 239, 210, 249]
ward-number: பாகம் – 16 — [270, 1163, 299, 1183]
branch-heading: எஸ்.மேலப்பட்டி ஆதிதிராவிடர் குடியிருப்பு கிளை — [47, 511, 254, 521]
organiser-entry: அமைப்பாளர் : த.கலைக்கண்ணன், 833, இடையப்பட்டி, ராஜாப்பட்டி, புதுக்கோட்டை. — [720, 123, 929, 143]
ward-organisers-heading: பாக அமைப்பாளர்கள் : — [557, 784, 644, 793]
ward-number: பாகம் – 173 — [270, 113, 299, 133]
organiser-entry: அமைப்பாளர் : க.வாசன், 1061, விவேகானந்தபுரம், 9–ஏ நத்தம்பண்ணை, புதுக்கோட்டை. — [270, 554, 479, 574]
ward-number: பாகம் – 30 — [494, 845, 523, 865]
ward-organiser: : லெ.சிஸ்வரன், 658, அண்ணா நகர், பாலன் நகர், 9–ஏ நத்தம்பண்ணை, புதுக்கோட்டை. — [310, 1187, 471, 1207]
ward-entry — [270, 88, 479, 110]
organiser-entry: துணை அமைப்பாளர்கள் : (1) மு.திருப்பதி, 1084–பி, செல்வம் நகர், பாலன் நகர், திருக்கோகர்ணம், புதுக்கோட்டை. (2) கி.திருமகேஸ்வரன், 9–ஏ நத்தம்பண்ணை, புதுக்கோட்டை. (3) க.ராஜேஷ் ஆறமி்த், 955 ஜெஜு, பள்ளத்திவயல் குடியிருப்பு, 9–ஏ நத்தம்பண்ணை, புதுக்கோட்டை. — [270, 579, 479, 643]
organiser-entry: துணை அமைப்பாளர்கள் : (1) மு.நாகராஜன், 145, கீழ விளக்குடி, கவிநாடு கிழக்கு, புதுக்கோட்டை. (2) மு.கார்த்திக், 116, கீழவிளக்குடி, கவிநாடு கிழக்கு, புதுக்கோட்டை. — [720, 1300, 929, 1342]
organiser-entry: அமைப்பாளர் : ஆ.ராஜா, 377, வடுகம்பட்டி, ராஜாப்பட்டி, புதுக்கோட்டை. — [720, 308, 929, 328]
